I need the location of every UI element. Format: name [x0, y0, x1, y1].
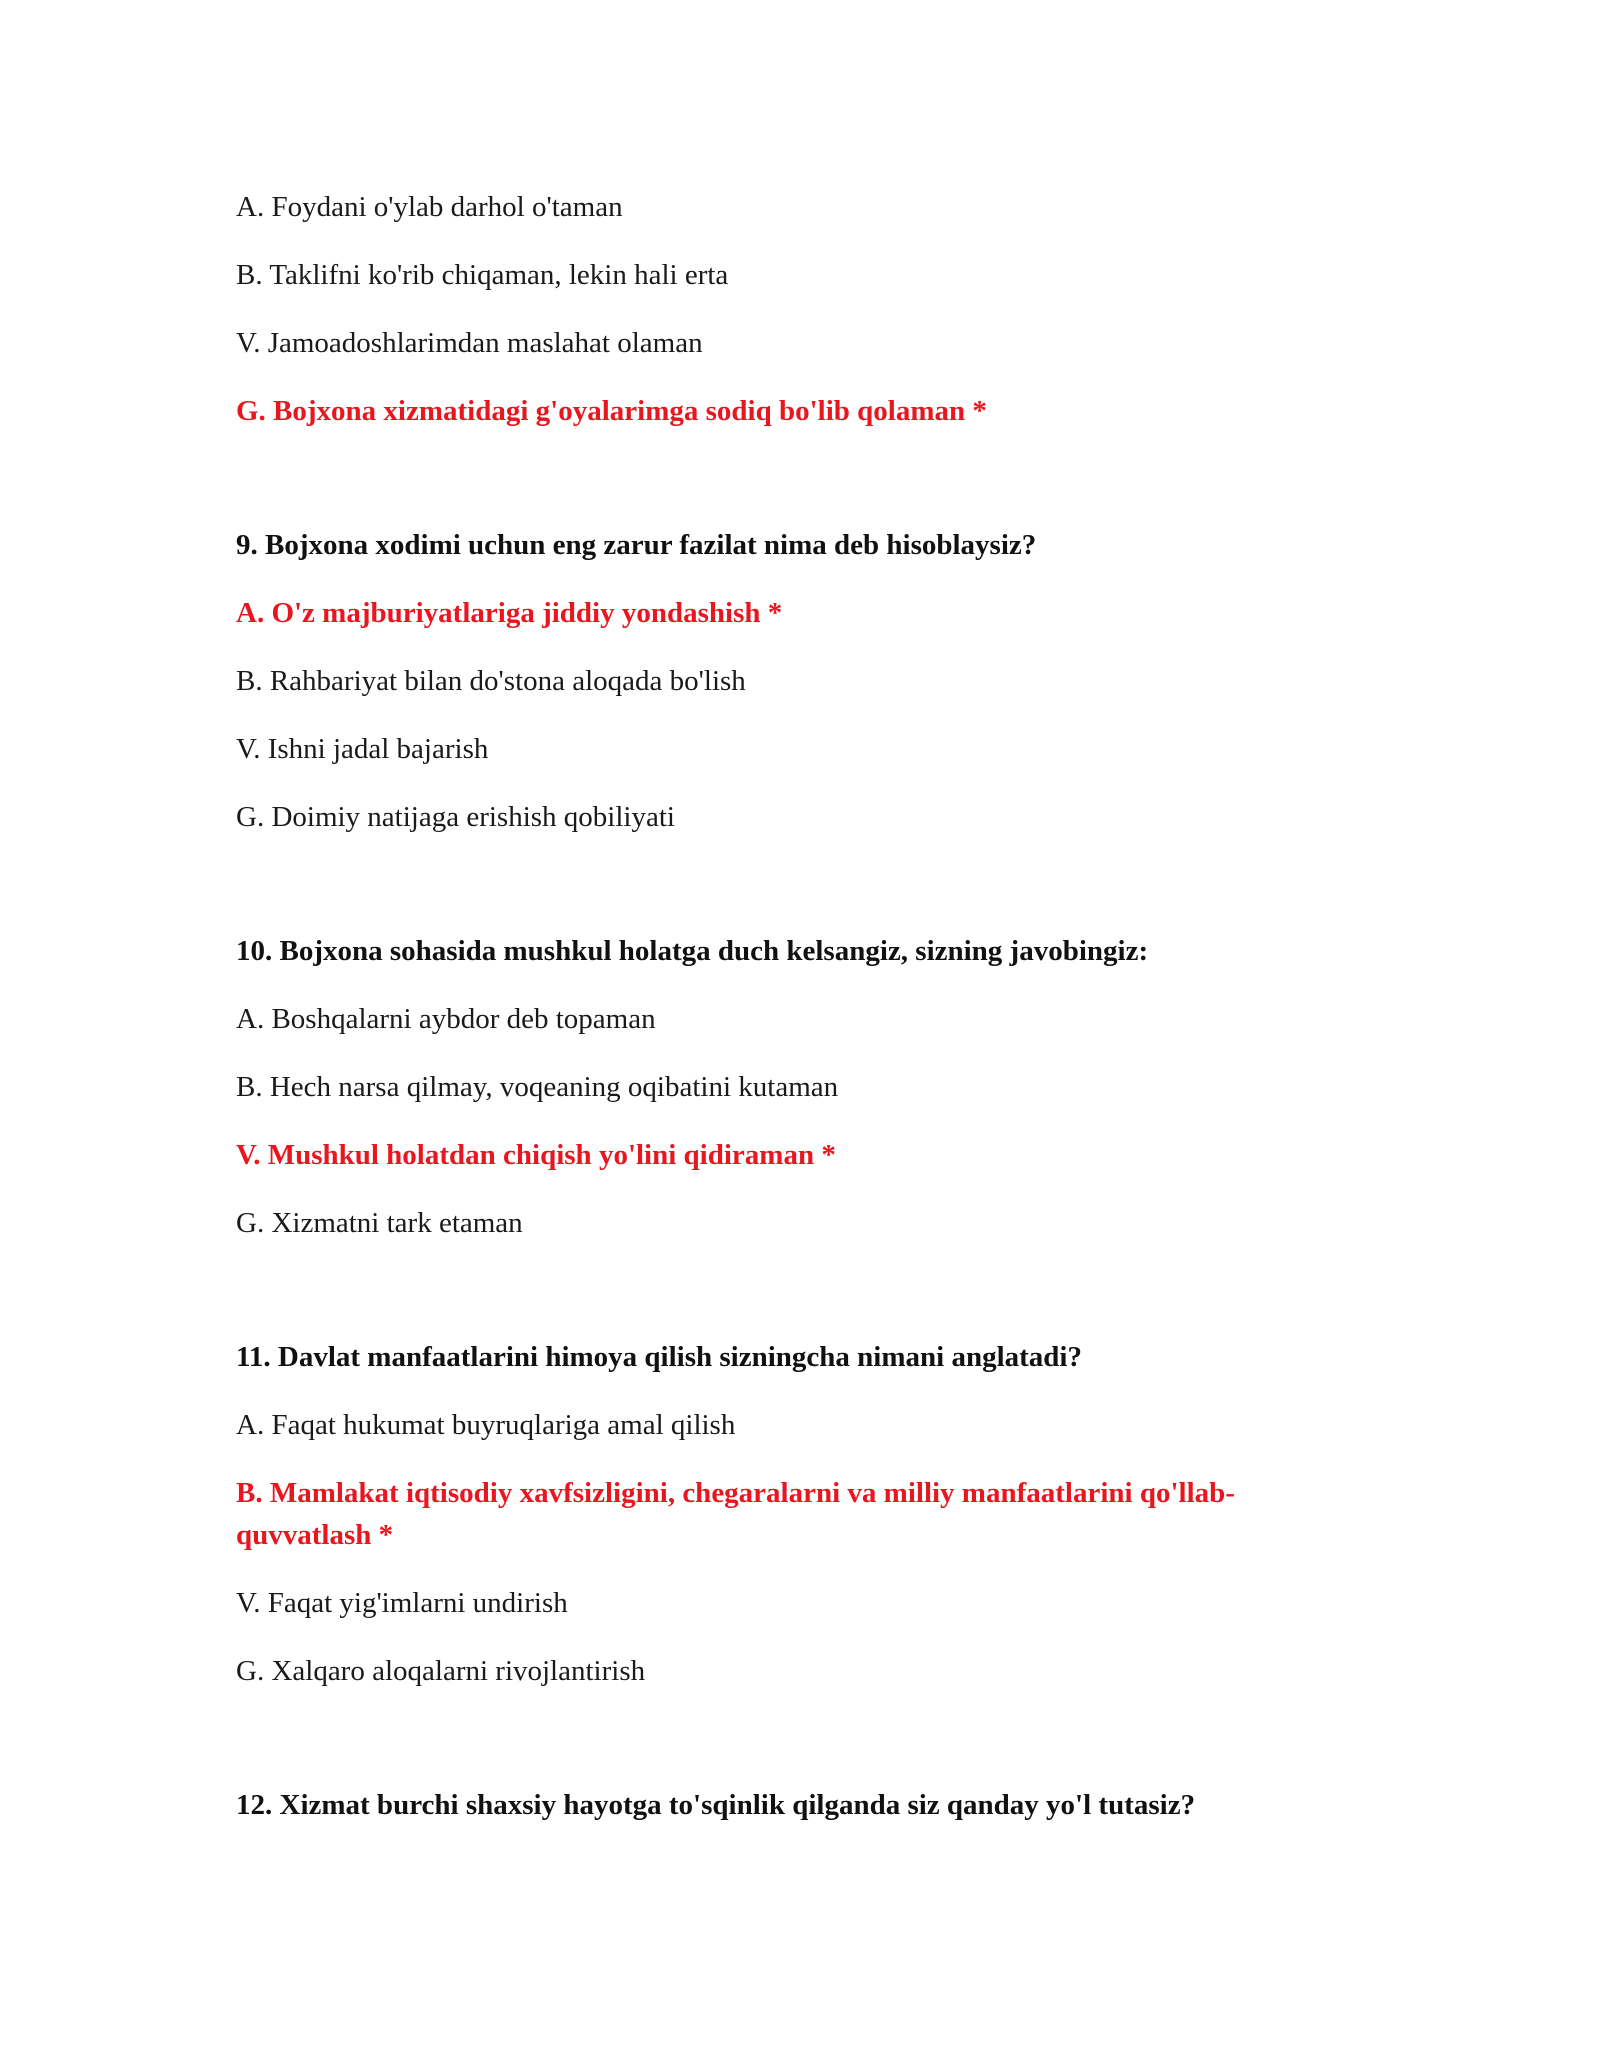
- question-11: 11. Davlat manfaatlarini himoya qilish sizningcha nimani anglatadi?: [236, 1341, 1082, 1373]
- option-g: G. Xizmatni tark etaman: [236, 1207, 523, 1239]
- spacer: [236, 1718, 1366, 1784]
- option-b-correct-answer: B. Mamlakat iqtisodiy xavfsizligini, chegaralarni va milliy manfaatlarini qo'llab-quvvatlash *: [236, 1477, 1235, 1551]
- spacer: [236, 864, 1366, 930]
- option-a: A. Boshqalarni aybdor deb topaman: [236, 1003, 656, 1035]
- option-g-correct-answer: G. Bojxona xizmatidagi g'oyalarimga sodiq bo'lib qolaman *: [236, 395, 987, 427]
- question-10: 10. Bojxona sohasida mushkul holatga duch kelsangiz, sizning javobingiz:: [236, 935, 1149, 967]
- option-b: B. Rahbariyat bilan do'stona aloqada bo'lish: [236, 665, 746, 697]
- document-page: [236, 186, 1366, 1852]
- option-a-correct-answer: A. O'z majburiyatlariga jiddiy yondashish *: [236, 597, 783, 629]
- question-9: 9. Bojxona xodimi uchun eng zarur fazilat nima deb hisoblaysiz?: [236, 529, 1037, 561]
- spacer: [236, 458, 1366, 524]
- option-g: G. Xalqaro aloqalarni rivojlantirish: [236, 1655, 646, 1687]
- option-v: V. Jamoadoshlarimdan maslahat olaman: [236, 327, 703, 359]
- option-v-correct-answer: V. Mushkul holatdan chiqish yo'lini qidiraman *: [236, 1139, 836, 1171]
- option-a: A. Foydani o'ylab darhol o'taman: [236, 191, 623, 223]
- option-g: G. Doimiy natijaga erishish qobiliyati: [236, 801, 675, 833]
- question-12: 12. Xizmat burchi shaxsiy hayotga to'sqinlik qilganda siz qanday yo'l tutasiz?: [236, 1789, 1196, 1821]
- option-a: A. Faqat hukumat buyruqlariga amal qilish: [236, 1409, 736, 1441]
- option-b: B. Taklifni ko'rib chiqaman, lekin hali erta: [236, 259, 729, 291]
- option-v: V. Ishni jadal bajarish: [236, 733, 489, 765]
- option-v: V. Faqat yig'imlarni undirish: [236, 1587, 568, 1619]
- spacer: [236, 1270, 1366, 1336]
- option-b: B. Hech narsa qilmay, voqeaning oqibatini kutaman: [236, 1071, 839, 1103]
